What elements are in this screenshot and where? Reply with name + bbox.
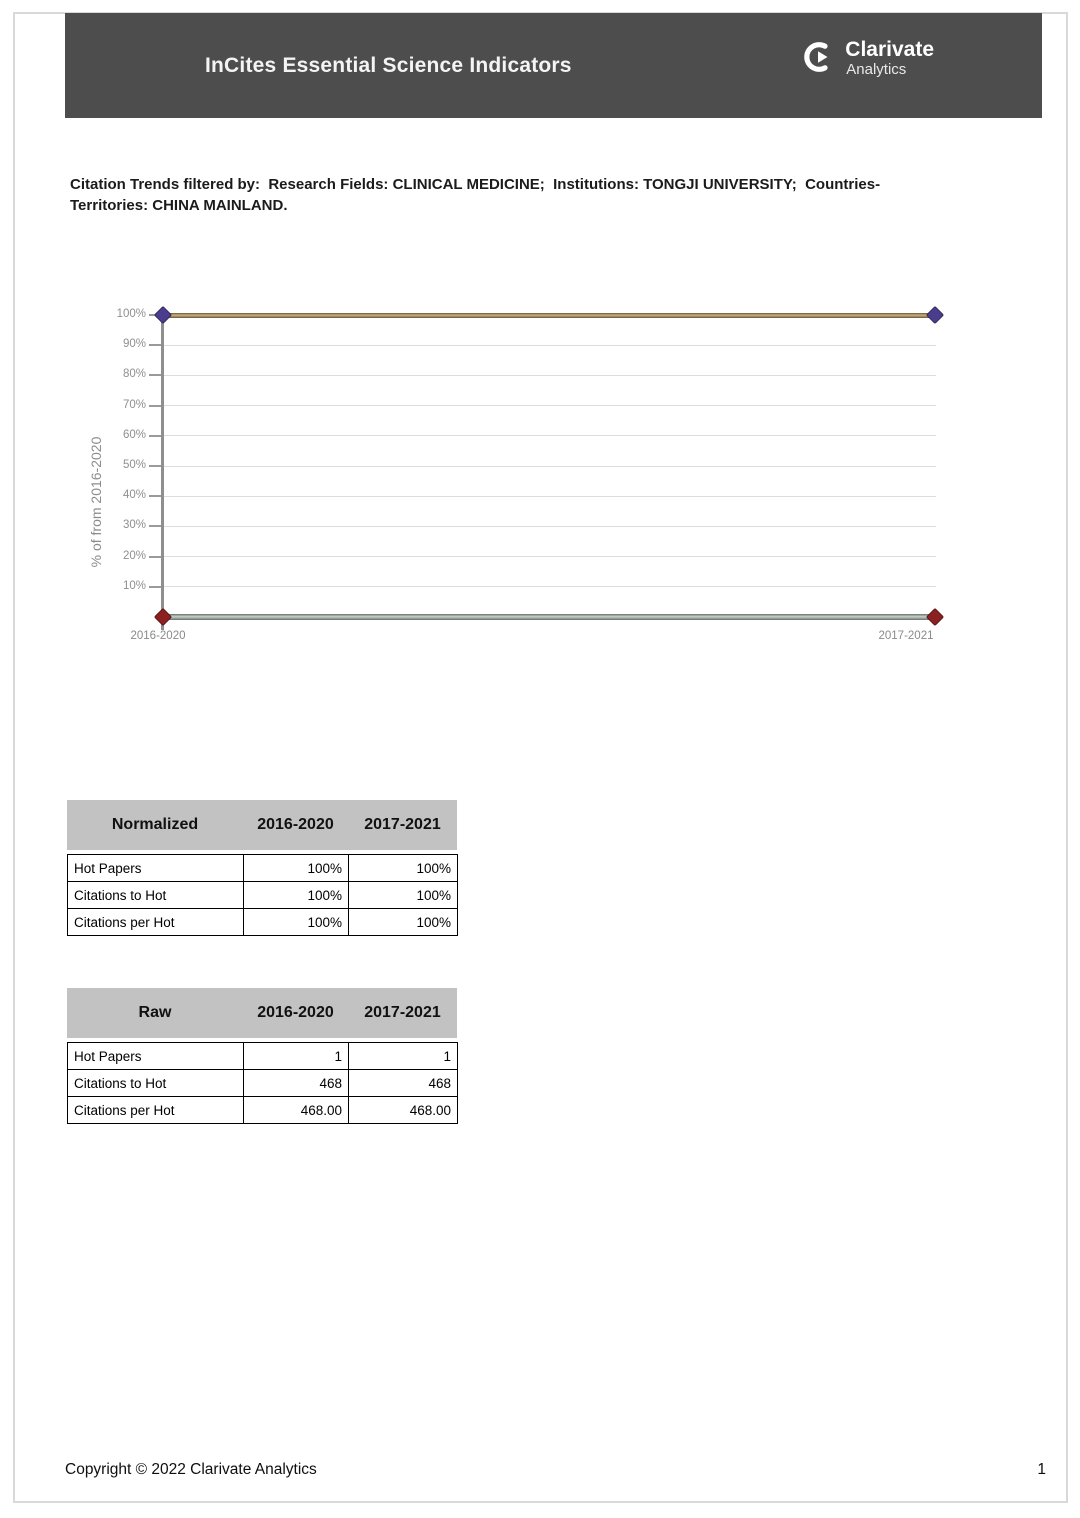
data-point-marker [154, 608, 172, 626]
gridline [163, 345, 936, 346]
metric-value: 100% [244, 882, 349, 909]
column-header: 2016-2020 [257, 816, 334, 833]
column-header: 2017-2021 [364, 816, 441, 833]
metric-value: 1 [349, 1043, 458, 1070]
table-row [68, 855, 458, 882]
page-number: 1 [1037, 1461, 1046, 1478]
gridline [163, 556, 936, 557]
metric-label: Citations per Hot [68, 1097, 244, 1124]
data-line-baseline-0pct [161, 614, 936, 620]
table-title: Normalized [111, 816, 199, 833]
gridline [163, 586, 936, 587]
column-header: 2017-2021 [364, 1004, 441, 1021]
data-point-marker [926, 306, 944, 324]
metric-value: 100% [349, 882, 458, 909]
metric-value: 468.00 [349, 1097, 458, 1124]
y-tick-label: 80% [122, 368, 146, 381]
table-row [68, 882, 458, 909]
table-row [68, 1070, 458, 1097]
metric-value: 468 [349, 1070, 458, 1097]
data-line-normalized-trend-100pct [161, 313, 936, 318]
raw-table-header [67, 988, 457, 1038]
y-tick-label: 90% [122, 338, 146, 351]
y-tick-label: 20% [122, 549, 146, 562]
x-tick-label: 2016-2020 [130, 630, 186, 642]
table-title: Raw [138, 1004, 172, 1021]
gridline [163, 405, 936, 406]
metric-value: 100% [349, 909, 458, 936]
y-tick-label: 30% [122, 519, 146, 532]
normalized-table-body [67, 854, 458, 936]
table-row [68, 1043, 458, 1070]
metric-label: Citations to Hot [68, 882, 244, 909]
brand-name: Clarivate [845, 38, 934, 61]
metric-value: 100% [349, 855, 458, 882]
y-tick-label: 40% [122, 489, 146, 502]
gridline [163, 466, 936, 467]
copyright-text: Copyright © 2022 Clarivate Analytics [65, 1461, 317, 1478]
y-tick-label: 50% [122, 459, 146, 471]
table-row [68, 1097, 458, 1124]
metric-label: Hot Papers [68, 1043, 244, 1070]
citation-trends-chart [0, 0, 1080, 700]
filter-description: Citation Trends filtered by: Research Fields: CLINICAL MEDICINE; Institutions: TONGJI UNIVERSITY; Countries-Territories: CHINA MAINLAND. [70, 176, 881, 214]
metric-value: 468.00 [244, 1097, 349, 1124]
data-point-marker [926, 608, 944, 626]
metric-label: Citations to Hot [68, 1070, 244, 1097]
gridline [163, 435, 936, 436]
app-title: InCites Essential Science Indicators [205, 53, 572, 77]
gridline [163, 375, 936, 376]
y-tick-label: 60% [122, 428, 146, 441]
gridline [163, 496, 936, 497]
column-header: 2016-2020 [257, 1004, 334, 1021]
brand-subtitle: Analytics [846, 61, 907, 79]
metric-value: 100% [244, 909, 349, 936]
table-row [68, 909, 458, 936]
raw-table-body [67, 1042, 458, 1124]
y-axis-title: % of from 2016-2020 [88, 436, 104, 568]
gridline [163, 526, 936, 527]
y-axis-line [161, 309, 164, 630]
x-tick-label: 2017-2021 [878, 630, 934, 642]
raw-table [67, 988, 457, 1124]
y-tick-label: 100% [116, 308, 146, 320]
y-tick-label: 70% [122, 398, 146, 411]
metric-value: 1 [244, 1043, 349, 1070]
metric-label: Citations per Hot [68, 909, 244, 936]
data-point-marker [154, 306, 172, 324]
metric-label: Hot Papers [68, 855, 244, 882]
metric-value: 468 [244, 1070, 349, 1097]
metric-value: 100% [244, 855, 349, 882]
normalized-table [67, 800, 457, 936]
normalized-table-header [67, 800, 457, 850]
y-tick-label: 10% [122, 579, 146, 592]
